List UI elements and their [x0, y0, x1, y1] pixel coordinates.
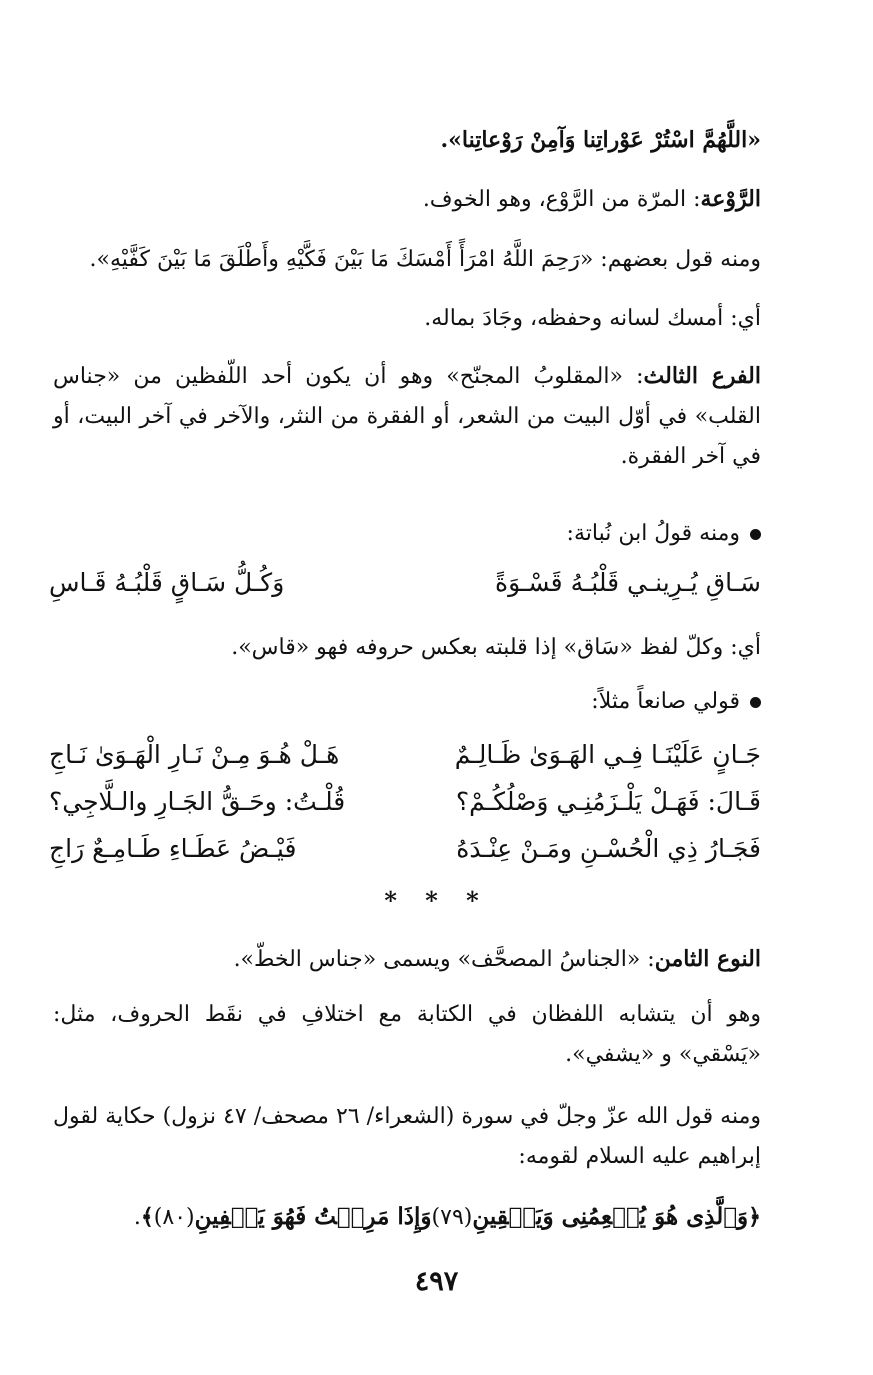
definition-rawa: [423, 182, 761, 217]
quran-verse: [134, 1200, 761, 1235]
paragraph-quran-intro: ومنه قول الله عزّ وجلّ في سورة (الشعراء/ ٢٦ مصحف/ ٤٧ نزول) حكاية لقول إبراهيم عليه السلام لقومه:: [53, 1104, 761, 1169]
quran-text: وَٱلَّذِى هُوَ يُطۡعِمُنِى وَيَسۡقِينِ: [472, 1203, 749, 1230]
quran-bracket-close: ﴾: [140, 1204, 154, 1230]
paragraph-definition: وهو أن يتشابه اللفظان في الكتابة مع اختلافِ في نقَط الحروف، مثل: «يَسْقي» و «يشفي».: [53, 1002, 761, 1067]
page-number: ٤٩٧: [414, 1266, 459, 1297]
bullet-item-ibn-nubata: [567, 517, 761, 551]
section-text: : «الجناسُ المصحَّف» ويسمى «جناس الخطّ».: [233, 947, 655, 972]
quran-text: وَإِذَا مَرِضۡتُ فَهُوَ يَشۡفِينِ: [194, 1203, 432, 1230]
explanation-line: أي: وكلّ لفظ «سَاق» إذا قلبته بعكس حروفه فهو «قاس».: [231, 635, 761, 660]
quran-end-dot: .: [133, 1205, 141, 1230]
ayah-number-marker: (٨٠): [153, 1205, 195, 1230]
bullet-icon: [750, 529, 761, 540]
verse-line: [49, 568, 761, 612]
verse-hemistich-right: جَـانٍ عَلَيْنَـا فِـي الهَـوَىٰ ظَـالِـمٌ: [454, 740, 761, 769]
section-heading: النوع الثامن: [654, 946, 761, 972]
bullet-icon: [750, 697, 761, 708]
explanation-line: أي: أمسك لسانه وحفظه، وجَادَ بماله.: [424, 306, 761, 331]
verse-hemistich-right: قَـالَ: فَهَـلْ يَلْـزَمُنِـي وَصْلُكُـمْ؟: [455, 787, 761, 816]
bullet-text: ومنه قولُ ابن نُباتة:: [566, 521, 740, 546]
verse-line: [49, 834, 761, 878]
section-heading: الفرع الثالث: [643, 363, 761, 389]
saying-line: ومنه قول بعضهم: «رَحِمَ اللَّهُ امْرَأً أَمْسَكَ مَا بَيْنَ فَكَّيْهِ وأَطْلَقَ مَا بَيْنَ كَفَّيْهِ».: [89, 247, 761, 272]
verse-line: [49, 787, 761, 831]
verse-hemistich-right: فَجَـارُ ذِي الْحُسْـنِ ومَـنْ عِنْـدَهُ: [456, 834, 761, 863]
hadith-quote: «اللَّهُمَّ اسْتُرْ عَوْراتِنا وَآمِنْ رَوْعاتِنا».: [440, 127, 761, 153]
section-separator: * * *: [384, 886, 489, 915]
definition-text: : المرّة من الرَّوْع، وهو الخوف.: [422, 187, 701, 212]
section-text: : «المقلوبُ المجنّح» وهو أن يكون أحد اللّفظين من «جناس القلب» في أوّل البيت من الشعر، أو الفقرة من النثر، والآخر في آخر البيت، أو في آخر الفقرة.: [53, 364, 761, 469]
verse-hemistich-left: فَيْـضُ عَطَـاءِ طَـامِـعٌ رَاجِ: [49, 834, 297, 863]
verse-hemistich-left: هَـلْ هُـوَ مِـنْ نَـارِ الْهَـوَىٰ نَـاجِ: [49, 740, 340, 769]
bullet-item-example: [591, 685, 761, 719]
heading-eighth-type: [234, 942, 761, 977]
verse-hemistich-left: وَكُـلُّ سَـاقٍ قَلْبُـهُ قَـاسِ: [49, 568, 285, 597]
verse-hemistich-right: سَـاقِ يُـرِينـي قَلْبُـهُ قَسْـوَةً: [495, 568, 761, 597]
verse-line: [49, 740, 761, 784]
verse-hemistich-left: قُلْـتُ: وحَـقُّ الجَـارِ والـلَّاجِي؟: [49, 787, 346, 816]
term-rawa: الرَّوْعة: [700, 186, 761, 212]
ayah-number-marker: (٧٩): [431, 1205, 473, 1230]
quran-bracket-open: ﴿: [748, 1204, 761, 1230]
section-third-branch: [53, 356, 761, 477]
bullet-text: قولي صانعاً مثلاً:: [591, 689, 740, 714]
